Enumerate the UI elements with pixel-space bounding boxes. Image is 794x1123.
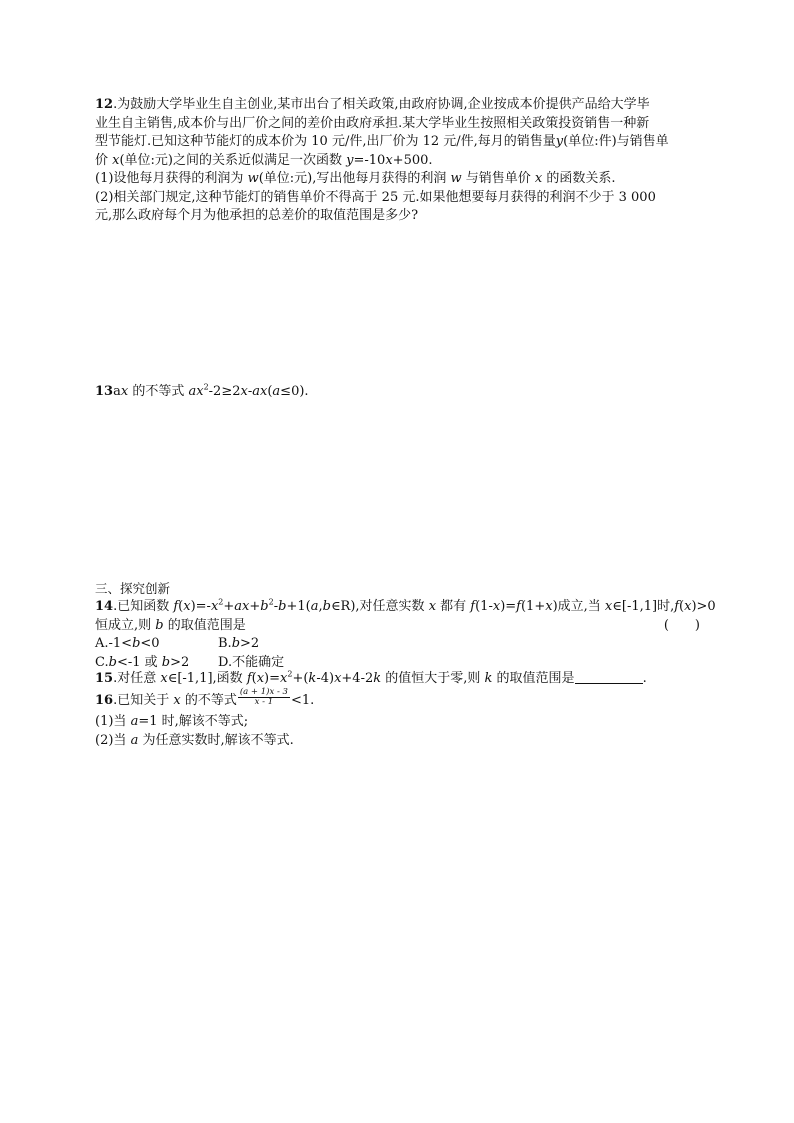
q12-part-1: (1)设他每月获得的利润为 w(单位:元),写出他每月获得的利润 w 与销售单价 x 的函数关系.	[95, 171, 616, 186]
option-c: C.b<-1 或 b>2	[95, 654, 190, 670]
q12-line-2: 业生自主销售,成本价与出厂价之间的差价由政府承担.某大学毕业生按照相关政策投资销售一种新	[95, 115, 650, 131]
q15-line-1: 15.对任意 x∈[-1,1],函数 $f(x)=x^2+(k-4)x+4-2k$ 的值恒大于零,则 k 的取值范围是 .	[95, 669, 647, 686]
question-15	[95, 670, 700, 689]
answer-paren: ( )	[663, 617, 700, 633]
q16-part-1: (1)当 a=1 时,解该不等式;	[95, 714, 249, 729]
q12-part-2-line-1: (2)相关部门规定,这种节能灯的销售单价不得高于 25 元.如果他想要每月获得的利润不少于 3 000	[95, 189, 656, 205]
question-number: 13	[95, 384, 114, 399]
q16-line-1: 16.已知关于 x 的不等式 $\frac{(a + 1)x - 3}{x - 1}$ <1.	[95, 687, 315, 708]
q14-line-1: 14.已知函数 $f(x)=-x^2+ax+b^2-b+1(a,b\in R)$,对任意实数 x 都有 f(1-x)=f(1+x)成立,当 x∈[-1,1]时,f(x)>0	[95, 597, 716, 614]
inequality-fraction	[238, 688, 290, 707]
option-a: A.-1<b<0	[95, 636, 160, 651]
option-d: D.不能确定	[218, 654, 285, 670]
section-heading	[95, 580, 700, 599]
question-number: 15	[95, 671, 114, 686]
q14-line-2: 恒成立,则 b 的取值范围是 ( )	[95, 617, 700, 636]
q12-line-4: 价 x(单位:元)之间的关系近似满足一次函数 y=-10x+500.	[95, 152, 433, 168]
q14-options-ab	[95, 635, 700, 654]
answer-blank[interactable]	[575, 670, 643, 684]
question-number: 14	[95, 599, 114, 614]
q16-part-2: (2)当 a 为任意实数时,解该不等式.	[95, 732, 294, 748]
q12-line-3: 型节能灯.已知这种节能灯的成本价为 10 元/件,出厂价为 12 元/件,每月的销售量y(单位:件)与销售单	[95, 134, 669, 149]
fraction-numerator: (a + 1)x - 3	[239, 687, 288, 697]
fraction-denominator: x - 1	[254, 697, 274, 707]
q12-line-1: 12.为鼓励大学毕业生自主创业,某市出台了相关政策,由政府协调,企业按成本价提供产品给大学毕	[95, 97, 650, 112]
question-14	[95, 597, 716, 672]
option-b: B.b>2	[218, 636, 260, 651]
question-16	[95, 687, 700, 750]
q13-line-1: 13ax 的不等式 $ax^2-2\ge 2x-ax(a\le 0)$.	[95, 382, 309, 399]
question-number: 12	[95, 97, 114, 112]
section-title: 三、探究创新	[95, 581, 171, 596]
question-number: 16	[95, 693, 114, 708]
question-13	[95, 383, 700, 402]
q12-part-2-line-2: 元,那么政府每个月为他承担的总差价的取值范围是多少?	[95, 208, 419, 223]
question-12	[95, 96, 700, 226]
